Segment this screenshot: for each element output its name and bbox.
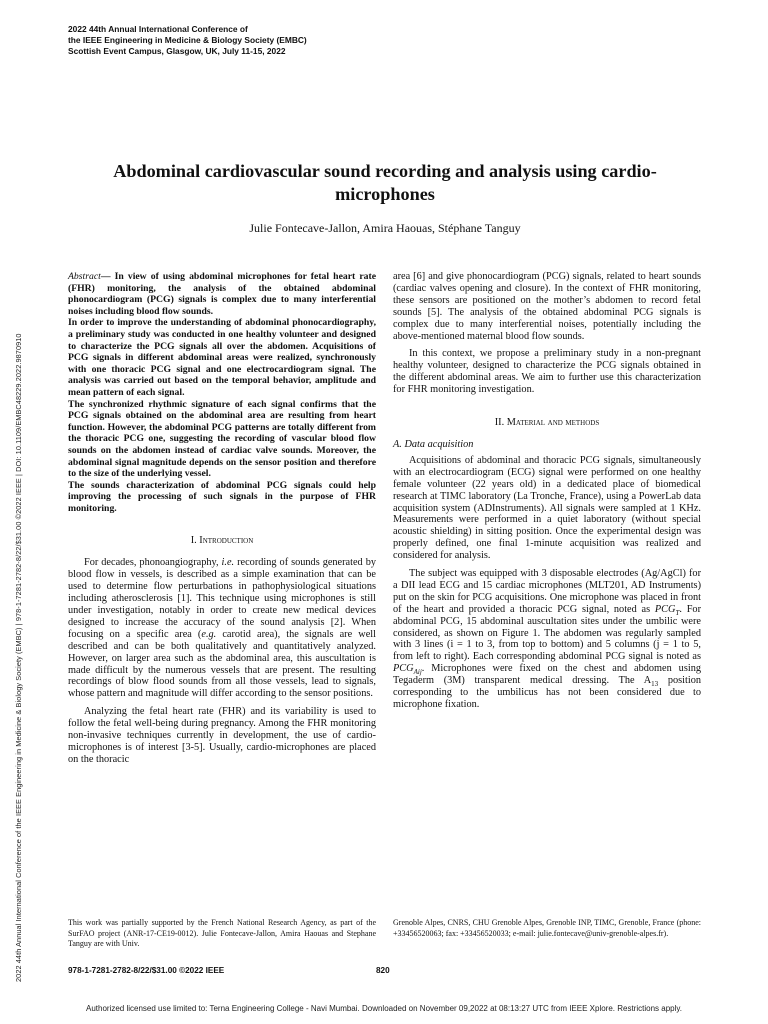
section-heading-methods: II. Material and methods — [494, 417, 600, 429]
abstract-paragraph-1: Abstract— In view of using abdominal microphones for fetal heart rate (FHR) monitoring, the analysis of the obtained abdominal phonocardiogram (PCG) signals is complex due to many interferential noises including blood flow sounds. — [68, 271, 376, 317]
subsection-heading-data-acquisition: A. Data acquisition — [393, 438, 474, 450]
section-heading-introduction: I. Introduction — [190, 535, 254, 547]
isbn-copyright: 978-1-7281-2782-8/22/$31.00 ©2022 IEEE — [68, 966, 225, 975]
paper-title: Abdominal cardiovascular sound recording and analysis using cardio-microphones — [113, 161, 657, 204]
abstract-paragraph-2: In order to improve the understanding of abdominal phonocardiography, a preliminary study was conducted in one healthy volunteer and designed to characterize the PCG signals all over the abdomen. Acquisitions of PCG signals in different abdominal areas were realized, synchronously with one thoracic PCG signal and one electrocardiogram signal. The analysis was carried out based on the temporal behavior, amplitude and mean pattern of each signal. — [68, 317, 376, 398]
footnote-funding: This work was partially supported by the French National Research Agency, as part of the SurFAO project (ANR-17-CE19-0012). Julie Fontecave-Jallon, Amira Haouas and Stephane Tanguy are with Univ. — [68, 918, 376, 948]
intro-paragraph-2: Analyzing the fetal heart rate (FHR) and its variability is used to follow the fetal well-being during pregnancy. Among the FHR monitoring non-invasive techniques currently in development, the use of cardio-microphones is of interest [3-5]. Usually, cardio-microphones are placed on the thoracic — [68, 706, 376, 765]
methods-paragraph-1: Acquisitions of abdominal and thoracic PCG signals, simultaneously with an electrocardiogram (ECG) signal were performed on one healthy female volunteer (22 years old) in a dedicated place of biomedical research at TIMC laboratory (La Tronche, France), using a PowerLab data acquisition system (ADInstruments). All signals were sampled at 1 KHz. Measurements were performed in a quiet laboratory (without special acoustic shielding) in sitting position. Once the experimental design was properly defined, one final 1-minute acquisition was realized and considered for analysis. — [393, 454, 701, 562]
abstract — [68, 271, 376, 514]
abstract-label: Abstract — [68, 271, 101, 282]
conference-header — [68, 24, 428, 57]
side-doi-identifier: 2022 44th Annual International Conference of the IEEE Engineering in Medicine & Biology Society (EMBC) | 978-1-7281-2782-8/22/$31.00 ©2022 IEEE | DOI: 10.1109/EMBC48229.2022.9870910 — [14, 333, 23, 982]
license-notice: Authorized licensed use limited to: Terna Engineering College - Navi Mumbai. Downloaded on November 09,2022 at 08:13:27 UTC from IEEE Xplore. Restrictions apply. — [85, 1004, 682, 1013]
conference-line-2: the IEEE Engineering in Medicine & Biology Society (EMBC) — [68, 35, 307, 45]
conference-line-1: 2022 44th Annual International Conference of — [68, 24, 248, 34]
intro-paragraph-3: area [6] and give phonocardiogram (PCG) signals, related to heart sounds (cardiac valves opening and closure). In the context of FHR monitoring, these sensors are positioned on the mother’s abdomen to record fetal sounds [5]. The analysis of the obtained abdominal PCG signals is complex due to many interferential noises, potentially including the above-mentioned maternal blood flow sounds. — [393, 271, 701, 342]
intro-paragraph-1: For decades, phonoangiography, i.e. recording of sounds generated by blood flow in vessels, is described as a simple examination that can be used to determine flow perturbations in pathophysiological situations including atherosclerosis [1]. This technique using microphones is still under investigation, notably in order to create new medical devices designed to increase the accuracy of the sound analysis [2]. When focusing on a specific area (e.g. carotid area), the signals are well described and can be both qualitatively and quantitatively analyzed. However, on larger area such as the abdominal area, this auscultation is made difficult by the numerous vessels that are present. The resulting recordings of blow flood sounds from all those vessels, lead to signals, whose pattern and magnitude will differ according to the sensor positions. — [68, 557, 376, 700]
abstract-paragraph-3: The synchronized rhythmic signature of each signal confirms that the PCG signals obtained on the abdominal area are resulting from heart function. However, the abdominal PCG patterns are totally different from the thoracic PCG one, suggesting the recording of vascular blood flow sounds on the abdomen instead of cardiac valve sounds. Moreover, the abdominal signal magnitude depends on the sensor position and therefore to the size of the underlying vessel. — [68, 398, 376, 480]
footnote-affiliation: Grenoble Alpes, CNRS, CHU Grenoble Alpes, Grenoble INP, TIMC, Grenoble, France (phone: +33456520063; fax: +33456520033; e-mail: julie.fontecave@univ-grenoble-alpes.fr). — [393, 918, 701, 938]
abstract-paragraph-4: The sounds characterization of abdominal PCG signals could help improving the processing of such signals in the purpose of FHR monitoring. — [68, 479, 376, 514]
right-column — [393, 271, 701, 711]
left-column — [68, 271, 376, 766]
conference-line-3: Scottish Event Campus, Glasgow, UK, July 11-15, 2022 — [68, 46, 286, 56]
methods-paragraph-2: The subject was equipped with 3 disposable electrodes (Ag/AgCl) for a DII lead ECG and 15 cardiac microphones (MLT201, AD Instruments) put on the skin for PCG acquisitions. One microphone was placed in front of the heart and provided a thoracic PCG signal, noted as $PCG_T$. For abdominal PCG, 15 abdominal auscultation sites under the umbilic were considered, as shown on Figure 1. The abdomen was regularly sampled with 3 lines (i = 1 to 3, from top to bottom) and 5 columns (j = 1 to 5, from left to right). Each corresponding abdominal PCG signal is noted as $PCG_{Aij}$. Microphones were fixed on the chest and abdomen using Tegaderm (3M) transparent medical dressing. The $A_{13}$ position corresponding to the umbilicus has not been considered due to microphone fixation. — [393, 568, 702, 710]
author-list: Julie Fontecave-Jallon, Amira Haouas, Stéphane Tanguy — [249, 221, 521, 235]
intro-paragraph-4: In this context, we propose a preliminary study in a non-pregnant healthy volunteer, designed to characterize the PCG signals obtained in the different abdominal areas. We aim to further use this characterization for FHR monitoring investigation. — [393, 348, 701, 396]
page-number: 820 — [376, 966, 390, 975]
